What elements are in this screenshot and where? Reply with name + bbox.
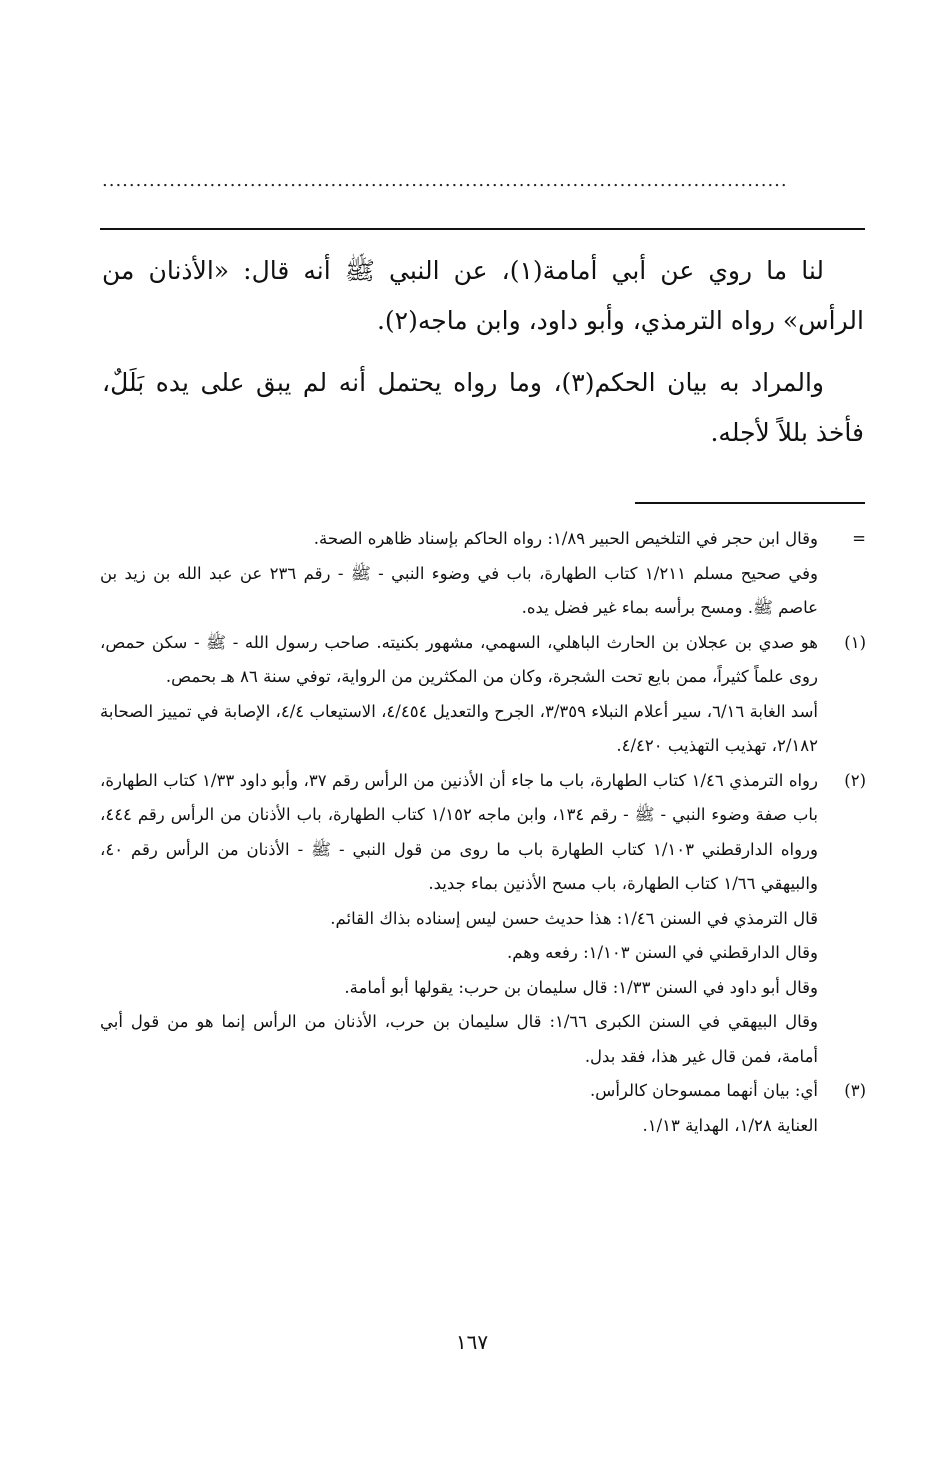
header-rule bbox=[100, 228, 865, 230]
footnote-line: رواه الترمذي ١/٤٦ كتاب الطهارة، باب ما جاء أن الأذنين من الرأس رقم ٣٧، وأبو داود ١/٣٣ كتاب الطهارة، باب صفة وضوء النبي - ﷺ - رقم ١٣٤، وابن ماجه ١/١٥٢ كتاب الطهارة، باب الأذنان من الرأس رقم ٤٤٤، ورواه الدارقطني ١/١٠٣ كتاب الطهارة باب ما روى من قول النبي - ﷺ - الأذنان من الرأس رقم ٤٠، والبيهقي ١/٦٦ كتاب الطهارة، باب مسح الأذنين بماء جديد. bbox=[100, 770, 818, 893]
dotted-separator: ...................................................................................................... bbox=[102, 170, 788, 190]
footnote-marker: = bbox=[852, 529, 866, 548]
footnote-line: وقال ابن حجر في التلخيص الحبير ١/٨٩: رواه الحاكم بإسناد ظاهره الصحة. bbox=[313, 529, 818, 548]
footnote-marker: (٢) bbox=[844, 770, 866, 790]
footnote-line: وقال البيهقي في السنن الكبرى ١/٦٦: قال سليمان بن حرب، الأذنان من الرأس إنما هو من قول أبي أمامة، فمن قال غير هذا، فقد بدل. bbox=[100, 1012, 818, 1066]
footnote-continuation bbox=[100, 522, 866, 626]
footnote-1 bbox=[100, 626, 866, 764]
footnote-rule bbox=[635, 502, 865, 504]
page-number: ١٦٧ bbox=[455, 1330, 489, 1354]
footnote-line: وقال أبو داود في السنن ١/٣٣: قال سليمان بن حرب: يقولها أبو أمامة. bbox=[344, 977, 818, 997]
footnote-line: وفي صحيح مسلم ١/٢١١ كتاب الطهارة، باب في وضوء النبي - ﷺ - رقم ٢٣٦ عن عبد الله بن زيد بن عاصم ﷺ. ومسح برأسه بماء غير فضل يده. bbox=[100, 563, 818, 617]
footnote-marker: (١) bbox=[844, 632, 866, 652]
footnote-line: العناية ١/٢٨، الهداية ١/١٣. bbox=[642, 1115, 818, 1135]
footnotes bbox=[100, 522, 866, 1143]
main-paragraph-1: لنا ما روي عن أبي أمامة(١)، عن النبي ﷺ أنه قال: «الأذنان من الرأس» رواه الترمذي، وأبو داود، وابن ماجه(٢). bbox=[102, 256, 864, 335]
footnote-2 bbox=[100, 764, 866, 1075]
footnote-line: هو صدي بن عجلان بن الحارث الباهلي، السهمي، مشهور بكنيته. صاحب رسول الله - ﷺ - سكن حمص، روى علماً كثيراً، ممن بايع تحت الشجرة، وكان من المكثرين من الرواية، توفي سنة ٨٦ هـ بحمص. bbox=[100, 632, 818, 686]
footnote-3 bbox=[100, 1074, 866, 1143]
footnote-line: أي: بيان أنهما ممسوحان كالرأس. bbox=[589, 1081, 818, 1100]
footnote-line: قال الترمذي في السنن ١/٤٦: هذا حديث حسن ليس إسناده بذاك القائم. bbox=[330, 908, 818, 928]
footnote-line: وقال الدارقطني في السنن ١/١٠٣: رفعه وهم. bbox=[507, 943, 818, 962]
main-paragraph-2: والمراد به بيان الحكم(٣)، وما رواه يحتمل أنه لم يبق على يده بَلَلٌ، فأخذ بللاً لأجله. bbox=[102, 368, 864, 447]
main-text bbox=[102, 246, 864, 470]
footnote-marker: (٣) bbox=[844, 1081, 866, 1100]
footnote-line: أسد الغابة ٦/١٦، سير أعلام النبلاء ٣/٣٥٩، الجرح والتعديل ٤/٤٥٤، الاستيعاب ٤/٤، الإصابة في تمييز الصحابة ٢/١٨٢، تهذيب التهذيب ٤/٤٢٠. bbox=[100, 701, 818, 755]
